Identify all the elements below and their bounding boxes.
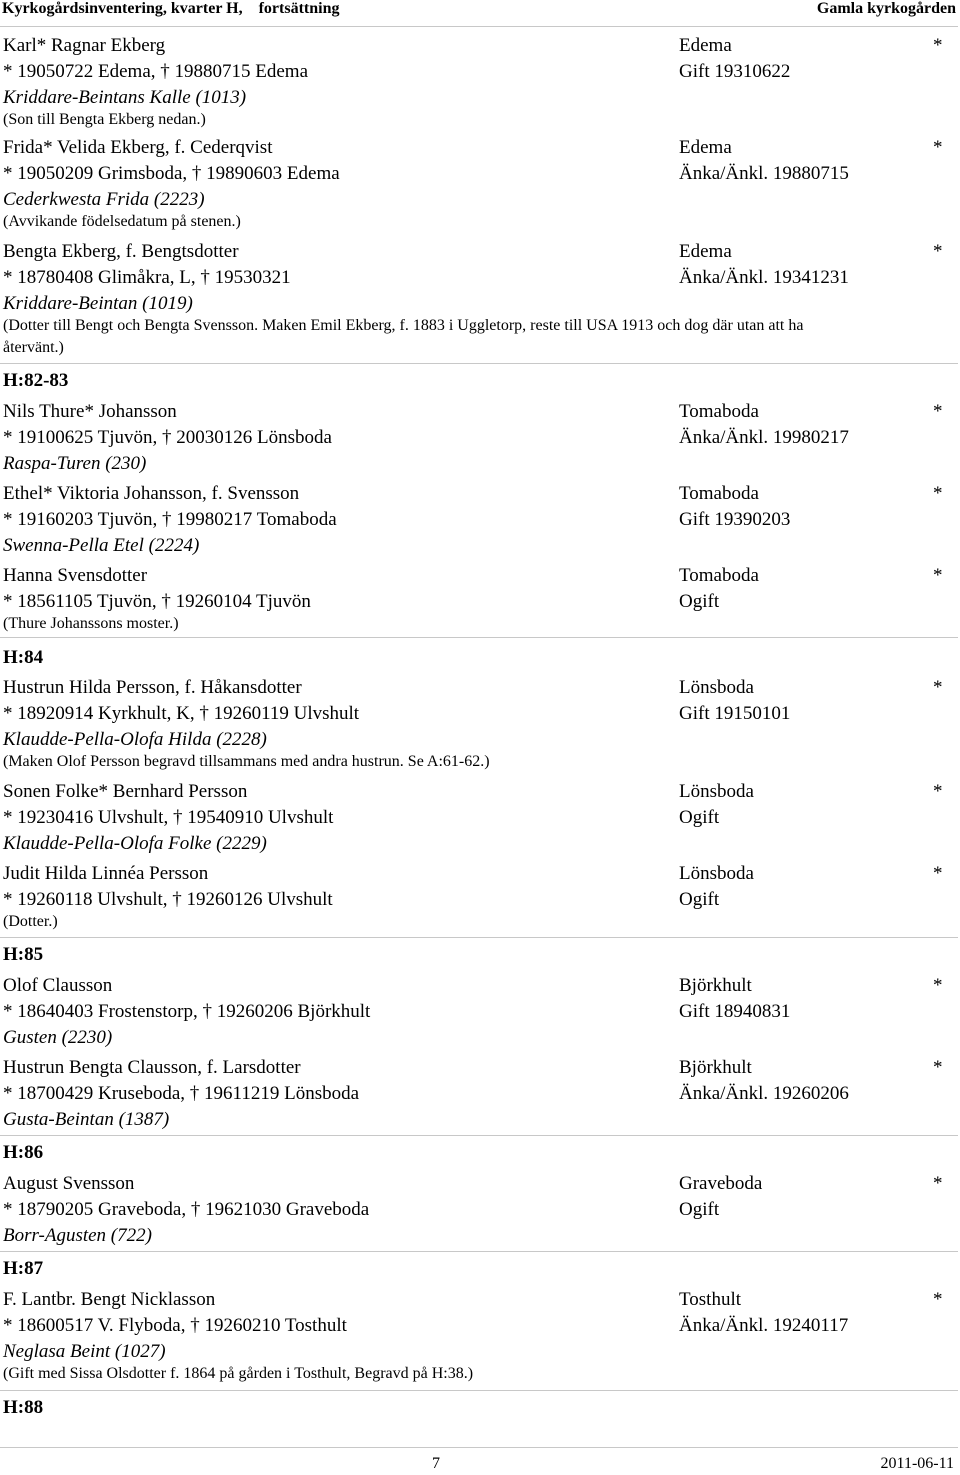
section-heading: H:88 bbox=[3, 1397, 44, 1418]
entry-marker: * bbox=[933, 1173, 943, 1194]
entry-line: * 19230416 Ulvshult, † 19540910 Ulvshult bbox=[3, 807, 334, 828]
entry-line: * 19100625 Tjuvön, † 20030126 Lönsboda bbox=[3, 427, 332, 448]
entry-line: * 18561105 Tjuvön, † 19260104 Tjuvön bbox=[3, 591, 311, 612]
section-heading: H:82-83 bbox=[3, 370, 69, 391]
section-heading: H:84 bbox=[3, 647, 44, 668]
nickname-line: Raspa-Turen (230) bbox=[3, 453, 147, 474]
nickname-line: Cederkwesta Frida (2223) bbox=[3, 189, 205, 210]
entry-line: * 18920914 Kyrkhult, K, † 19260119 Ulvshult bbox=[3, 703, 360, 724]
entry-line: * 19050209 Grimsboda, † 19890603 Edema bbox=[3, 163, 340, 184]
entry-marker: * bbox=[933, 863, 943, 884]
section-heading: H:85 bbox=[3, 944, 44, 965]
nickname-line: Gusta-Beintan (1387) bbox=[3, 1109, 170, 1130]
footer-date: 2011-06-11 bbox=[880, 1455, 954, 1472]
entry-marker: * bbox=[933, 975, 943, 996]
nickname-line: Klaudde-Pella-Olofa Folke (2229) bbox=[3, 833, 267, 854]
entry-line: * 19160203 Tjuvön, † 19980217 Tomaboda bbox=[3, 509, 337, 530]
entry-line: * 18600517 V. Flyboda, † 19260210 Tosthult bbox=[3, 1315, 347, 1336]
entry-marker: * bbox=[933, 1057, 943, 1078]
header-left-title: Kyrkogårdsinventering, kvarter H, fortsättning bbox=[2, 0, 340, 17]
divider-line bbox=[0, 637, 958, 638]
entry-place-status: Gift 18940831 bbox=[679, 1001, 791, 1022]
entry-line: * 18700429 Kruseboda, † 19611219 Lönsboda bbox=[3, 1083, 360, 1104]
entry-line: F. Lantbr. Bengt Nicklasson bbox=[3, 1289, 216, 1310]
entry-place-status: Tomaboda bbox=[679, 565, 759, 586]
entry-marker: * bbox=[933, 565, 943, 586]
page-number: 7 bbox=[432, 1455, 440, 1472]
divider-line bbox=[0, 1135, 958, 1136]
entry-place-status: Änka/Änkl. 19880715 bbox=[679, 163, 849, 184]
entry-place-status: Lönsboda bbox=[679, 677, 754, 698]
entry-place-status: Edema bbox=[679, 137, 732, 158]
nickname-line: Borr-Agusten (722) bbox=[3, 1225, 152, 1246]
entry-marker: * bbox=[933, 483, 943, 504]
note-line: (Dotter.) bbox=[3, 913, 58, 930]
divider-line bbox=[0, 937, 958, 938]
entry-line: Nils Thure* Johansson bbox=[3, 401, 177, 422]
entry-marker: * bbox=[933, 35, 943, 56]
note-line: (Thure Johanssons moster.) bbox=[3, 615, 179, 632]
note-line: återvänt.) bbox=[3, 339, 64, 356]
nickname-line: Kriddare-Beintan (1019) bbox=[3, 293, 193, 314]
nickname-line: Swenna-Pella Etel (2224) bbox=[3, 535, 200, 556]
entry-line: * 19050722 Edema, † 19880715 Edema bbox=[3, 61, 309, 82]
entry-place-status: Gift 19310622 bbox=[679, 61, 791, 82]
entry-place-status: Ogift bbox=[679, 889, 720, 910]
entry-line: Bengta Ekberg, f. Bengtsdotter bbox=[3, 241, 239, 262]
note-line: (Maken Olof Persson begravd tillsammans med andra hustrun. Se A:61-62.) bbox=[3, 753, 490, 770]
entry-place-status: Lönsboda bbox=[679, 863, 754, 884]
entry-place-status: Tomaboda bbox=[679, 401, 759, 422]
entry-line: Hustrun Hilda Persson, f. Håkansdotter bbox=[3, 677, 302, 698]
entry-line: * 18790205 Graveboda, † 19621030 Graveboda bbox=[3, 1199, 370, 1220]
entry-line: Sonen Folke* Bernhard Persson bbox=[3, 781, 248, 802]
entry-place-status: Graveboda bbox=[679, 1173, 763, 1194]
entry-line: August Svensson bbox=[3, 1173, 135, 1194]
entry-line: Karl* Ragnar Ekberg bbox=[3, 35, 166, 56]
entry-line: Frida* Velida Ekberg, f. Cederqvist bbox=[3, 137, 273, 158]
entry-place-status: Änka/Änkl. 19341231 bbox=[679, 267, 849, 288]
entry-line: * 18640403 Frostenstorp, † 19260206 Björkhult bbox=[3, 1001, 371, 1022]
entry-line: * 19260118 Ulvshult, † 19260126 Ulvshult bbox=[3, 889, 333, 910]
entry-place-status: Änka/Änkl. 19260206 bbox=[679, 1083, 849, 1104]
nickname-line: Kriddare-Beintans Kalle (1013) bbox=[3, 87, 247, 108]
header-right-title: Gamla kyrkogården bbox=[816, 0, 956, 17]
entry-marker: * bbox=[933, 1289, 943, 1310]
entry-marker: * bbox=[933, 241, 943, 262]
divider-line bbox=[0, 1447, 958, 1448]
note-line: (Son till Bengta Ekberg nedan.) bbox=[3, 111, 206, 128]
entry-place-status: Björkhult bbox=[679, 975, 752, 996]
divider-line bbox=[0, 26, 958, 27]
note-line: (Dotter till Bengt och Bengta Svensson. Maken Emil Ekberg, f. 1883 i Uggletorp, reste till USA 1913 och dog där utan att ha bbox=[3, 317, 804, 334]
divider-line bbox=[0, 1251, 958, 1252]
nickname-line: Klaudde-Pella-Olofa Hilda (2228) bbox=[3, 729, 267, 750]
entry-place-status: Lönsboda bbox=[679, 781, 754, 802]
entry-line: Ethel* Viktoria Johansson, f. Svensson bbox=[3, 483, 300, 504]
entry-line: Olof Clausson bbox=[3, 975, 113, 996]
entry-place-status: Ogift bbox=[679, 1199, 720, 1220]
entry-place-status: Änka/Änkl. 19980217 bbox=[679, 427, 849, 448]
note-line: (Avvikande födelsedatum på stenen.) bbox=[3, 213, 241, 230]
entry-marker: * bbox=[933, 781, 943, 802]
entry-place-status: Ogift bbox=[679, 807, 720, 828]
entry-place-status: Gift 19390203 bbox=[679, 509, 791, 530]
page-header bbox=[0, 0, 960, 22]
entry-place-status: Björkhult bbox=[679, 1057, 752, 1078]
divider-line bbox=[0, 363, 958, 364]
entry-place-status: Tomaboda bbox=[679, 483, 759, 504]
entry-place-status: Edema bbox=[679, 241, 732, 262]
entry-place-status: Änka/Änkl. 19240117 bbox=[679, 1315, 849, 1336]
entry-place-status: Gift 19150101 bbox=[679, 703, 791, 724]
entry-marker: * bbox=[933, 137, 943, 158]
section-heading: H:86 bbox=[3, 1142, 44, 1163]
section-heading: H:87 bbox=[3, 1258, 44, 1279]
entry-line: Judit Hilda Linnéa Persson bbox=[3, 863, 209, 884]
entry-line: * 18780408 Glimåkra, L, † 19530321 bbox=[3, 267, 291, 288]
note-line: (Gift med Sissa Olsdotter f. 1864 på gården i Tosthult, Begravd på H:38.) bbox=[3, 1365, 474, 1382]
nickname-line: Gusten (2230) bbox=[3, 1027, 113, 1048]
entry-place-status: Tosthult bbox=[679, 1289, 742, 1310]
entry-place-status: Ogift bbox=[679, 591, 720, 612]
entry-line: Hustrun Bengta Clausson, f. Larsdotter bbox=[3, 1057, 301, 1078]
entry-marker: * bbox=[933, 401, 943, 422]
entry-place-status: Edema bbox=[679, 35, 732, 56]
nickname-line: Neglasa Beint (1027) bbox=[3, 1341, 166, 1362]
entry-marker: * bbox=[933, 677, 943, 698]
divider-line bbox=[0, 1390, 958, 1391]
entry-line: Hanna Svensdotter bbox=[3, 565, 148, 586]
